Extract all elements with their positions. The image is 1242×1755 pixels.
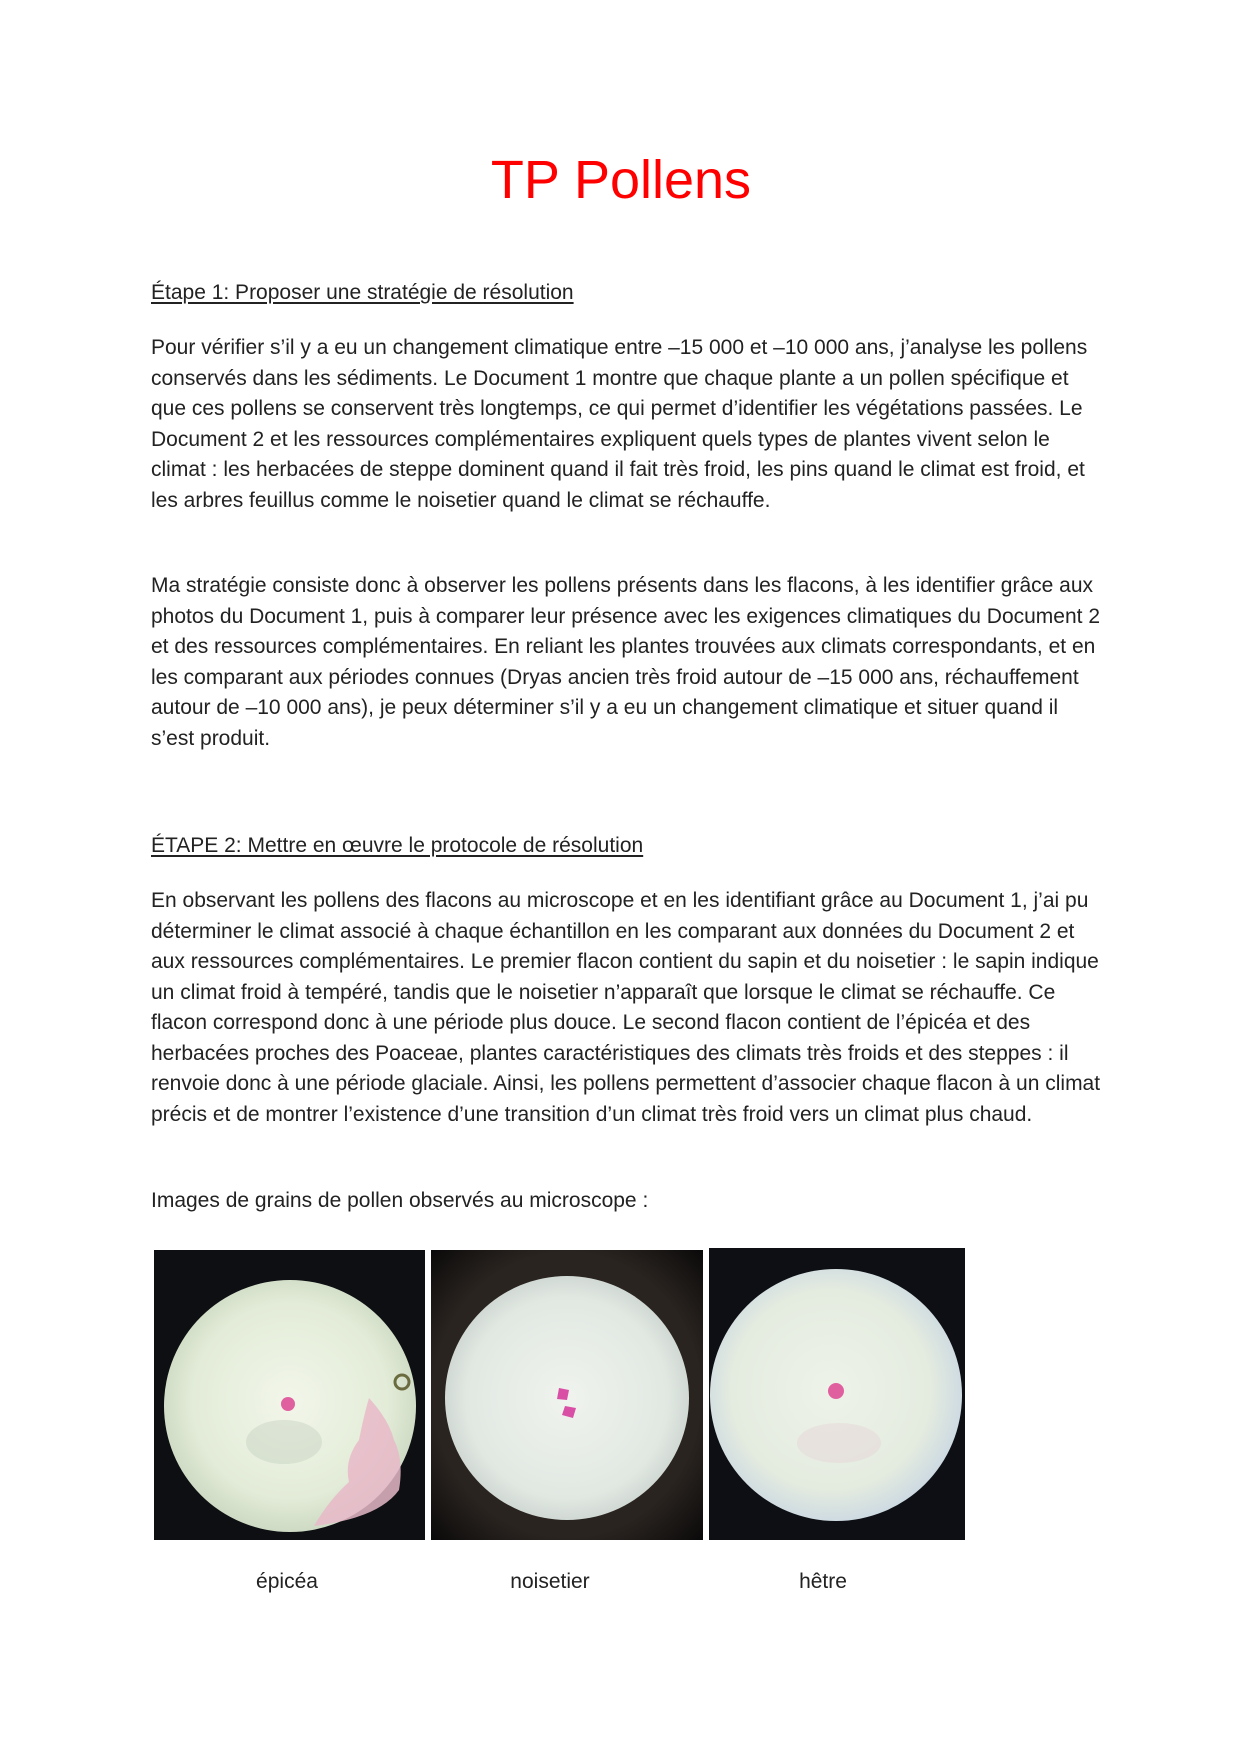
step2-heading: ÉTAPE 2: Mettre en œuvre le protocole de résolution	[151, 834, 644, 857]
caption-noisetier: noisetier	[510, 1570, 590, 1593]
page-title: TP Pollens	[490, 150, 752, 210]
step1-paragraph-1: Pour vérifier s’il y a eu un changement climatique entre –15 000 et –10 000 ans, j’analyse les pollens conservés dans les sédiments. Le Document 1 montre que chaque plante a un pollen spécifique et que ces pollens se conservent très longtemps, ce qui permet d’identifier les végétations passées. Le Document 2 et les ressources complémentaires expliquent quels types de plantes vivent selon le climat : les herbacées de steppe dominent quand il fait très froid, les pins quand le climat est froid, et les arbres feuillus comme le noisetier quand le climat se réchauffe.	[151, 336, 1088, 512]
step1-paragraph-2: Ma stratégie consiste donc à observer les pollens présents dans les flacons, à les identifier grâce aux photos du Document 1, puis à comparer leur présence avec les exigences climatiques du Document 2 et des ressources complémentaires. En reliant les plantes trouvées aux climats correspondants, et en les comparant aux périodes connues (Dryas ancien très froid autour de –15 000 ans, réchauffement autour de –10 000 ans), je peux déterminer s’il y a eu un changement climatique et situer quand il s’est produit.	[151, 574, 1101, 750]
microscope-image-hetre	[709, 1248, 965, 1540]
step2-paragraph-1: En observant les pollens des flacons au microscope et en les identifiant grâce au Document 1, j’ai pu déterminer le climat associé à chaque échantillon en les comparant aux données du Document 2 et aux ressources complémentaires. Le premier flacon contient du sapin et du noisetier : le sapin indique un climat froid à tempéré, tandis que le noisetier n’apparaît que lorsque le climat se réchauffe. Ce flacon correspond donc à une période plus douce. Le second flacon contient de l’épicéa et des herbacées proches des Poaceae, plantes caractéristiques des climats très froids et des steppes : il renvoie donc à une période glaciale. Ainsi, les pollens permettent d’associer chaque flacon à un climat précis et de montrer l’existence d’une transition d’un climat très froid vers un climat plus chaud.	[151, 889, 1101, 1126]
caption-epicea: épicéa	[256, 1570, 318, 1593]
pollen-grain	[281, 1397, 295, 1411]
step1-heading: Étape 1: Proposer une stratégie de résolution	[151, 281, 574, 304]
images-intro: Images de grains de pollen observés au microscope :	[151, 1189, 649, 1212]
pollen-grain	[828, 1383, 844, 1399]
caption-hetre: hêtre	[799, 1570, 847, 1593]
microscope-image-noisetier	[431, 1250, 703, 1540]
microscope-image-epicea	[154, 1250, 425, 1540]
pollen-grain	[557, 1388, 569, 1400]
